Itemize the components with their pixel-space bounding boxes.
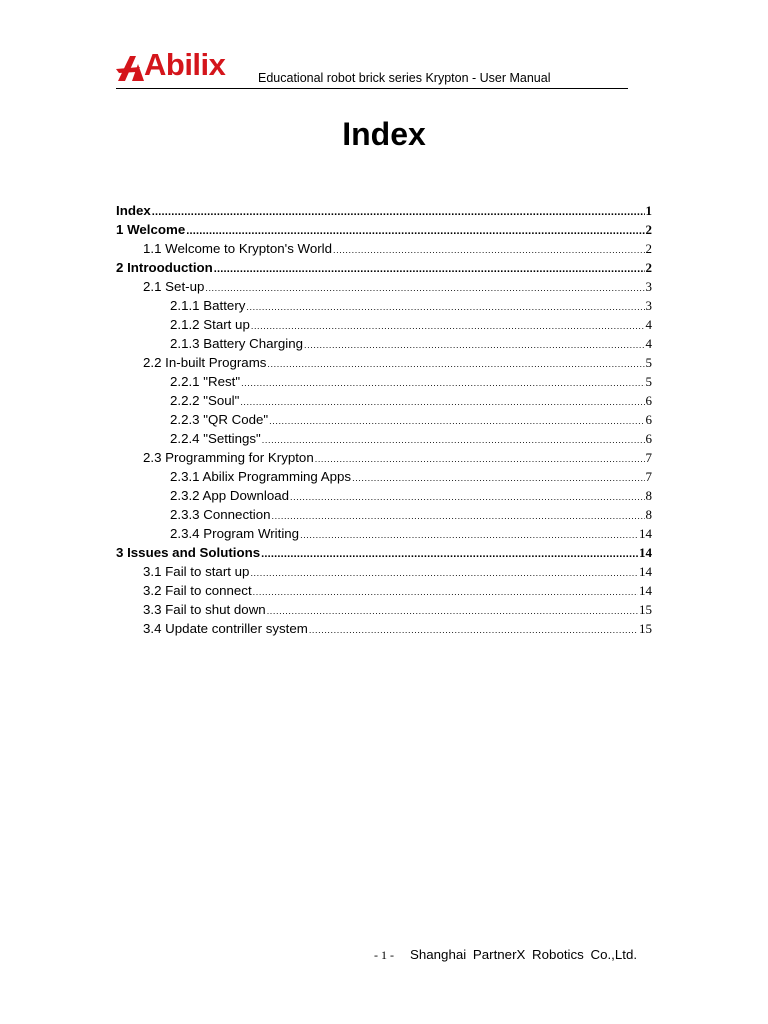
toc-entry-page: 2 [645, 241, 652, 256]
toc-entry-label: 2.2.4 "Settings" [170, 431, 261, 446]
toc-entry-label: 1 Welcome [116, 222, 186, 237]
toc-entry-page: 5 [645, 355, 652, 370]
toc-entry-label: 2.1 Set-up [143, 279, 205, 294]
toc-entry-page: 8 [645, 488, 652, 503]
toc-entry[interactable] [116, 391, 652, 410]
toc-entry-label: 2.1.1 Battery [170, 298, 246, 313]
toc-entry-page: 8 [645, 507, 652, 522]
toc-entry-page: 14 [639, 545, 652, 560]
toc-entry[interactable] [116, 448, 652, 467]
toc-dot-leader [250, 564, 638, 583]
toc-entry-label: 3.4 Update contriller system [143, 621, 308, 636]
toc-entry-label: 2.1.3 Battery Charging [170, 336, 304, 351]
toc-entry-page: 3 [645, 279, 652, 294]
toc-dot-leader [253, 583, 638, 602]
toc-dot-leader [240, 393, 644, 412]
toc-entry[interactable] [116, 600, 652, 619]
toc-entry-page: 14 [639, 564, 652, 579]
toc-entry-label: 2.3.4 Program Writing [170, 526, 300, 541]
toc-entry[interactable] [116, 410, 652, 429]
toc-entry-page: 5 [645, 374, 652, 389]
toc-entry[interactable] [116, 619, 652, 638]
toc-dot-leader [333, 241, 644, 260]
toc-entry[interactable] [116, 334, 652, 353]
toc-entry[interactable] [116, 353, 652, 372]
toc-entry-label: 3.2 Fail to connect [143, 583, 252, 598]
toc-entry-page: 14 [639, 526, 652, 541]
toc-entry-label: 2.3.2 App Download [170, 488, 290, 503]
logo-text: Abilix [144, 47, 226, 82]
toc-entry[interactable] [116, 220, 652, 239]
toc-entry[interactable] [116, 239, 652, 258]
toc-entry-page: 2 [645, 260, 652, 275]
toc-entry-page: 15 [639, 621, 652, 636]
toc-dot-leader [241, 374, 644, 393]
toc-dot-leader [267, 355, 644, 374]
toc-entry[interactable] [116, 543, 652, 562]
toc-entry[interactable] [116, 581, 652, 600]
toc-entry-page: 7 [645, 450, 652, 465]
toc-entry[interactable] [116, 467, 652, 486]
toc-entry-label: 2.2 In-built Programs [143, 355, 267, 370]
toc-dot-leader [290, 488, 644, 507]
toc-entry[interactable] [116, 201, 652, 220]
header-subtitle: Educational robot brick series Krypton - User Manual [258, 71, 551, 85]
toc-entry-label: 2.3 Programming for Krypton [143, 450, 314, 465]
toc-entry-label: 2.2.1 "Rest" [170, 374, 241, 389]
toc-entry-page: 2 [645, 222, 652, 237]
toc-entry[interactable] [116, 296, 652, 315]
toc-entry-page: 6 [645, 412, 652, 427]
toc-entry-label: 2 Introoduction [116, 260, 213, 275]
toc-entry[interactable] [116, 277, 652, 296]
toc-entry-page: 6 [645, 393, 652, 408]
toc-entry-label: 2.2.2 "Soul" [170, 393, 240, 408]
toc-entry-page: 1 [645, 203, 652, 218]
toc-dot-leader [304, 336, 644, 355]
toc-dot-leader [352, 469, 644, 488]
toc-dot-leader [261, 545, 638, 564]
abilix-logo [116, 47, 232, 84]
toc-entry-label: 3.3 Fail to shut down [143, 602, 266, 617]
toc-dot-leader [315, 450, 645, 469]
toc-entry-page: 7 [645, 469, 652, 484]
toc-entry-label: 2.1.2 Start up [170, 317, 250, 332]
toc-entry[interactable] [116, 562, 652, 581]
toc-dot-leader [205, 279, 644, 298]
toc-dot-leader [267, 602, 638, 621]
toc-entry[interactable] [116, 486, 652, 505]
toc-dot-leader [251, 317, 645, 336]
toc-entry-page: 3 [645, 298, 652, 313]
toc-dot-leader [300, 526, 638, 545]
toc-entry[interactable] [116, 524, 652, 543]
toc-entry[interactable] [116, 372, 652, 391]
page-title: Index [342, 116, 426, 152]
toc-dot-leader [272, 507, 645, 526]
toc-entry-label: 1.1 Welcome to Krypton's World [143, 241, 333, 256]
toc-entry-label: 3.1 Fail to start up [143, 564, 250, 579]
toc-dot-leader [246, 298, 644, 317]
toc-dot-leader [262, 431, 645, 450]
toc-entry[interactable] [116, 258, 652, 277]
toc-entry-page: 4 [645, 336, 652, 351]
toc-entry-label: 2.2.3 "QR Code" [170, 412, 269, 427]
toc-dot-leader [152, 203, 645, 222]
footer-company: Shanghai PartnerX Robotics Co.,Ltd. [410, 947, 638, 962]
footer-page-number: - 1 - [374, 948, 394, 962]
toc-entry-label: 2.3.3 Connection [170, 507, 271, 522]
toc-entry-label: 2.3.1 Abilix Programming Apps [170, 469, 352, 484]
toc-dot-leader [269, 412, 644, 431]
toc-entry-label: 3 Issues and Solutions [116, 545, 261, 560]
toc-entry[interactable] [116, 315, 652, 334]
toc-dot-leader [214, 260, 645, 279]
toc-entry-label: Index [116, 203, 151, 218]
toc-entry-page: 6 [645, 431, 652, 446]
toc-entry-page: 4 [645, 317, 652, 332]
toc-entry[interactable] [116, 505, 652, 524]
table-of-contents [116, 201, 652, 638]
toc-entry-page: 15 [639, 602, 652, 617]
toc-dot-leader [309, 621, 638, 640]
toc-entry-page: 14 [639, 583, 652, 598]
page-header [116, 48, 628, 89]
toc-entry[interactable] [116, 429, 652, 448]
